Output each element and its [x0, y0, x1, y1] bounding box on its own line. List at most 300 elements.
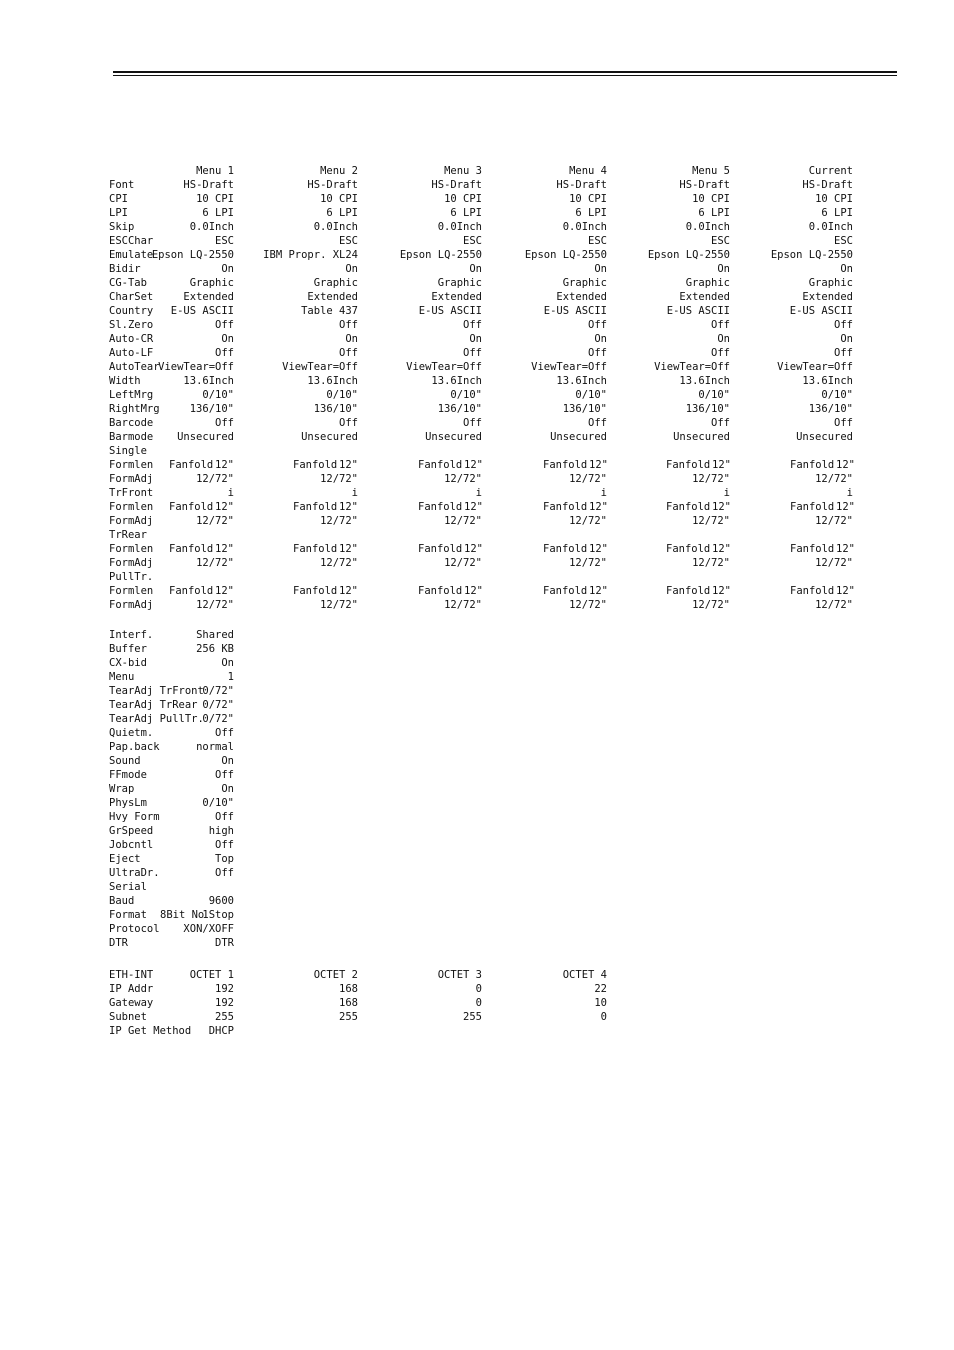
- setting-value: On: [469, 333, 482, 345]
- octet-value: DHCP: [208, 1025, 234, 1037]
- fanfold-text: Fanfold: [666, 501, 711, 513]
- setting-label: Font: [109, 179, 135, 191]
- setting-value: Shared: [196, 629, 234, 641]
- setting-value: 0/72": [202, 713, 234, 725]
- setting-label: Baud: [109, 895, 135, 907]
- setting-value: 13.6Inch: [802, 375, 853, 387]
- setting-value: 0/10": [202, 389, 234, 401]
- system-row: [0, 810, 954, 824]
- ethernet-row: [0, 982, 954, 996]
- setting-value: 13.6Inch: [183, 375, 234, 387]
- setting-value: Epson LQ-2550: [524, 249, 607, 261]
- octet-value: 255: [463, 1011, 482, 1023]
- setting-value: Off: [834, 347, 853, 359]
- setting-value: 6 LPI: [202, 207, 234, 219]
- fanfold-text: Fanfold: [418, 585, 463, 597]
- octet-value: OCTET 4: [562, 969, 607, 981]
- setting-value: ESC: [588, 235, 607, 247]
- setting-value: Off: [834, 319, 853, 331]
- system-row: [0, 740, 954, 754]
- octet-value: 255: [215, 1011, 234, 1023]
- setting-label: ESCChar: [109, 235, 154, 247]
- setting-label: TearAdj TrRear: [109, 699, 198, 711]
- form-length: 12": [464, 543, 483, 555]
- setting-value: On: [840, 333, 853, 345]
- setting-value: Graphic: [685, 277, 730, 289]
- setting-value: E-US ASCII: [789, 305, 853, 317]
- setting-label: CX-bid: [109, 657, 147, 669]
- setting-value: 13.6Inch: [431, 375, 482, 387]
- setting-label: Gateway: [109, 997, 154, 1009]
- fanfold-text: Fanfold: [543, 459, 588, 471]
- setting-value: 0.0Inch: [562, 221, 607, 233]
- fanfold-text: Fanfold: [169, 459, 214, 471]
- setting-value: On: [221, 263, 234, 275]
- setting-label: CPI: [109, 193, 128, 205]
- setting-value: ESC: [711, 235, 730, 247]
- setting-label: CharSet: [109, 291, 154, 303]
- fanfold-text: Fanfold: [543, 501, 588, 513]
- setting-label: Pap.back: [109, 741, 160, 753]
- octet-value: OCTET 1: [189, 969, 234, 981]
- setting-label: FormAdj: [109, 515, 154, 527]
- setting-label: Subnet: [109, 1011, 147, 1023]
- setting-value: XON/XOFF: [183, 923, 234, 935]
- setting-value: Graphic: [808, 277, 853, 289]
- paper-row: [0, 542, 954, 556]
- setting-value: 12/72": [569, 557, 607, 569]
- form-length: 12": [589, 459, 608, 471]
- setting-row: [0, 290, 954, 304]
- setting-value: Off: [215, 867, 234, 879]
- setting-label: Buffer: [109, 643, 147, 655]
- setting-value: Off: [215, 769, 234, 781]
- section-label: TrRear: [109, 529, 147, 541]
- setting-label: Skip: [109, 221, 135, 233]
- form-length: 12": [712, 543, 731, 555]
- ethernet-row: [0, 1010, 954, 1024]
- setting-value: i: [475, 487, 482, 499]
- setting-value: 0.0Inch: [189, 221, 234, 233]
- setting-value: 6 LPI: [575, 207, 607, 219]
- setting-label: Serial: [109, 881, 147, 893]
- setting-label: Barcode: [109, 417, 154, 429]
- setting-value: Epson LQ-2550: [151, 249, 234, 261]
- form-length: 12": [339, 501, 358, 513]
- fanfold-text: Fanfold: [543, 585, 588, 597]
- setting-row: [0, 346, 954, 360]
- fanfold-text: Fanfold: [293, 543, 338, 555]
- setting-value: 12/72": [692, 473, 730, 485]
- setting-label: Formlen: [109, 543, 154, 555]
- form-length: 12": [836, 459, 855, 471]
- setting-value: 12/72": [444, 515, 482, 527]
- setting-value: 12/72": [444, 557, 482, 569]
- setting-label: Protocol: [109, 923, 160, 935]
- octet-value: OCTET 2: [313, 969, 358, 981]
- setting-value: 12/72": [320, 599, 358, 611]
- setting-value: 0/72": [202, 699, 234, 711]
- setting-label: CG-Tab: [109, 277, 147, 289]
- fanfold-text: Fanfold: [169, 501, 214, 513]
- setting-value: ESC: [834, 235, 853, 247]
- setting-value: ESC: [215, 235, 234, 247]
- setting-row: [0, 178, 954, 192]
- system-row: [0, 726, 954, 740]
- setting-value: i: [227, 487, 234, 499]
- fanfold-text: Fanfold: [293, 585, 338, 597]
- setting-value: Extended: [802, 291, 853, 303]
- form-length: 12": [712, 585, 731, 597]
- setting-row: [0, 360, 954, 374]
- setting-label: Menu: [109, 671, 135, 683]
- ethernet-row: [0, 1024, 954, 1038]
- setting-value: 12/72": [320, 473, 358, 485]
- setting-value: HS-Draft: [556, 179, 607, 191]
- setting-value: Off: [588, 347, 607, 359]
- paper-row: [0, 556, 954, 570]
- setting-value: Off: [463, 319, 482, 331]
- setting-value: 6 LPI: [698, 207, 730, 219]
- setting-value: 256 KB: [196, 643, 234, 655]
- setting-value: On: [221, 333, 234, 345]
- octet-value: OCTET 3: [437, 969, 482, 981]
- paper-row: [0, 584, 954, 598]
- setting-value: On: [221, 657, 234, 669]
- system-row: [0, 754, 954, 768]
- setting-value: Epson LQ-2550: [399, 249, 482, 261]
- setting-value: On: [594, 263, 607, 275]
- setting-row: [0, 304, 954, 318]
- setting-value: 12/72": [569, 599, 607, 611]
- setting-label: Formlen: [109, 585, 154, 597]
- setting-value: 6 LPI: [326, 207, 358, 219]
- fanfold-text: Fanfold: [790, 543, 835, 555]
- setting-label: Width: [109, 375, 141, 387]
- setting-value: 6 LPI: [450, 207, 482, 219]
- setting-value: 10 CPI: [196, 193, 234, 205]
- fanfold-text: Fanfold: [418, 459, 463, 471]
- menu-header: Current: [808, 165, 853, 177]
- setting-value: ESC: [463, 235, 482, 247]
- setting-value: 12/72": [320, 557, 358, 569]
- setting-label: Wrap: [109, 783, 135, 795]
- menu-header: Menu 4: [569, 165, 607, 177]
- system-row: [0, 852, 954, 866]
- system-row: [0, 782, 954, 796]
- setting-row: [0, 430, 954, 444]
- system-row: [0, 824, 954, 838]
- setting-value: 12/72": [692, 557, 730, 569]
- setting-value: Extended: [679, 291, 730, 303]
- setting-label: Hvy Form: [109, 811, 160, 823]
- setting-value: Unsecured: [177, 431, 234, 443]
- form-length: 12": [712, 459, 731, 471]
- setting-value: Off: [834, 417, 853, 429]
- setting-label: TearAdj PullTr.: [109, 713, 204, 725]
- setting-value: 13.6Inch: [679, 375, 730, 387]
- fanfold-text: Fanfold: [543, 543, 588, 555]
- setting-label: UltraDr.: [109, 867, 160, 879]
- setting-label: IP Addr: [109, 983, 154, 995]
- setting-row: [0, 248, 954, 262]
- setting-row: [0, 192, 954, 206]
- ethernet-row: [0, 968, 954, 982]
- setting-row: [0, 318, 954, 332]
- setting-value: 12/72": [196, 557, 234, 569]
- system-row: [0, 656, 954, 670]
- setting-label: TearAdj TrFront: [109, 685, 204, 697]
- paper-row: [0, 528, 954, 542]
- setting-value: Graphic: [313, 277, 358, 289]
- setting-value: On: [840, 263, 853, 275]
- setting-value: ViewTear=Off: [282, 361, 358, 373]
- setting-value: 136/10": [685, 403, 730, 415]
- setting-label: GrSpeed: [109, 825, 154, 837]
- system-row: [0, 894, 954, 908]
- setting-value: Extended: [556, 291, 607, 303]
- paper-row: [0, 570, 954, 584]
- setting-value: Off: [215, 811, 234, 823]
- setting-label: AutoTear: [109, 361, 160, 373]
- setting-value: Unsecured: [550, 431, 607, 443]
- setting-value: 12/72": [569, 515, 607, 527]
- paper-row: [0, 486, 954, 500]
- setting-value: 10 CPI: [444, 193, 482, 205]
- setting-label: Eject: [109, 853, 141, 865]
- setting-value: Top: [215, 853, 234, 865]
- form-length: 12": [589, 543, 608, 555]
- fanfold-text: Fanfold: [790, 501, 835, 513]
- form-length: 12": [712, 501, 731, 513]
- setting-row: [0, 388, 954, 402]
- setting-value: On: [594, 333, 607, 345]
- setting-value: 12/72": [196, 473, 234, 485]
- setting-label: Sl.Zero: [109, 319, 154, 331]
- setting-value: 12/72": [444, 599, 482, 611]
- setting-value: 10 CPI: [569, 193, 607, 205]
- setting-value: HS-Draft: [802, 179, 853, 191]
- setting-value: Extended: [431, 291, 482, 303]
- setting-value: 0.0Inch: [437, 221, 482, 233]
- setting-value: Off: [711, 319, 730, 331]
- setting-value: 0/10": [450, 389, 482, 401]
- setting-value: ViewTear=Off: [406, 361, 482, 373]
- fanfold-text: Fanfold: [418, 543, 463, 555]
- system-row: [0, 838, 954, 852]
- setting-value: Epson LQ-2550: [647, 249, 730, 261]
- fanfold-text: Fanfold: [169, 585, 214, 597]
- setting-label: LeftMrg: [109, 389, 154, 401]
- system-row: [0, 908, 954, 922]
- ethernet-row: [0, 996, 954, 1010]
- paper-row: [0, 514, 954, 528]
- system-row: [0, 880, 954, 894]
- fanfold-text: Fanfold: [666, 543, 711, 555]
- setting-label: Emulate: [109, 249, 154, 261]
- setting-label: PhysLm: [109, 797, 147, 809]
- setting-value: HS-Draft: [431, 179, 482, 191]
- format-bits: 8Bit No: [160, 909, 205, 921]
- section-label: Single: [109, 445, 147, 457]
- menu-header-row: [0, 164, 954, 178]
- setting-label: Jobcntl: [109, 839, 154, 851]
- menu-header: Menu 1: [196, 165, 234, 177]
- form-length: 12": [464, 459, 483, 471]
- setting-value: 0/10": [326, 389, 358, 401]
- section-label: PullTr.: [109, 571, 154, 583]
- setting-value: Unsecured: [673, 431, 730, 443]
- setting-row: [0, 206, 954, 220]
- setting-value: 0/10": [575, 389, 607, 401]
- setting-value: 12/72": [320, 515, 358, 527]
- setting-value: 13.6Inch: [307, 375, 358, 387]
- setting-label: Formlen: [109, 501, 154, 513]
- setting-value: 0/10": [202, 797, 234, 809]
- octet-value: 192: [215, 983, 234, 995]
- form-length: 12": [215, 585, 234, 597]
- setting-value: 13.6Inch: [556, 375, 607, 387]
- form-length: 12": [589, 585, 608, 597]
- setting-value: Off: [588, 417, 607, 429]
- octet-value: 10: [594, 997, 607, 1009]
- setting-label: Interf.: [109, 629, 154, 641]
- octet-value: 0: [600, 1011, 607, 1023]
- system-row: [0, 768, 954, 782]
- system-row: [0, 642, 954, 656]
- setting-label: ETH-INT: [109, 969, 154, 981]
- setting-value: E-US ASCII: [666, 305, 730, 317]
- paper-row: [0, 500, 954, 514]
- setting-label: IP Get Method: [109, 1025, 192, 1037]
- setting-value: i: [846, 487, 853, 499]
- form-length: 12": [836, 585, 855, 597]
- setting-row: [0, 220, 954, 234]
- octet-value: 0: [475, 997, 482, 1009]
- setting-label: Country: [109, 305, 154, 317]
- setting-value: Unsecured: [425, 431, 482, 443]
- setting-row: [0, 374, 954, 388]
- setting-label: Formlen: [109, 459, 154, 471]
- form-length: 12": [215, 501, 234, 513]
- setting-label: Barmode: [109, 431, 154, 443]
- system-row: [0, 712, 954, 726]
- setting-value: 0/10": [821, 389, 853, 401]
- setting-value: 6 LPI: [821, 207, 853, 219]
- setting-row: [0, 262, 954, 276]
- setting-value: 12/72": [569, 473, 607, 485]
- setting-value: Extended: [307, 291, 358, 303]
- setting-row: [0, 276, 954, 290]
- setting-value: 10 CPI: [320, 193, 358, 205]
- setting-value: 10 CPI: [692, 193, 730, 205]
- setting-row: [0, 332, 954, 346]
- setting-value: Off: [588, 319, 607, 331]
- fanfold-text: Fanfold: [293, 501, 338, 513]
- setting-value: E-US ASCII: [418, 305, 482, 317]
- octet-value: 168: [339, 997, 358, 1009]
- setting-label: Auto-CR: [109, 333, 154, 345]
- fanfold-text: Fanfold: [790, 585, 835, 597]
- system-row: [0, 936, 954, 950]
- setting-value: 12/72": [692, 599, 730, 611]
- setting-value: 0.0Inch: [685, 221, 730, 233]
- setting-value: 0.0Inch: [808, 221, 853, 233]
- setting-value: 12/72": [815, 557, 853, 569]
- setting-label: RightMrg: [109, 403, 160, 415]
- setting-value: ViewTear=Off: [531, 361, 607, 373]
- setting-value: On: [221, 783, 234, 795]
- system-row: [0, 922, 954, 936]
- setting-value: On: [717, 333, 730, 345]
- setting-value: HS-Draft: [183, 179, 234, 191]
- setting-value: 12/72": [196, 515, 234, 527]
- setting-value: 12/72": [815, 599, 853, 611]
- setting-value: Off: [215, 319, 234, 331]
- paper-row: [0, 598, 954, 612]
- setting-label: Sound: [109, 755, 141, 767]
- setting-value: Graphic: [562, 277, 607, 289]
- form-length: 12": [339, 585, 358, 597]
- setting-label: DTR: [109, 937, 128, 949]
- setting-value: i: [723, 487, 730, 499]
- form-length: 12": [339, 459, 358, 471]
- fanfold-text: Fanfold: [666, 459, 711, 471]
- setting-value: 1: [227, 671, 234, 683]
- setting-value: Table 437: [301, 305, 358, 317]
- setting-label: FormAdj: [109, 557, 154, 569]
- form-length: 12": [339, 543, 358, 555]
- octet-value: 255: [339, 1011, 358, 1023]
- setting-value: E-US ASCII: [170, 305, 234, 317]
- setting-label: FormAdj: [109, 599, 154, 611]
- menu-header: Menu 2: [320, 165, 358, 177]
- setting-value: E-US ASCII: [543, 305, 607, 317]
- setting-value: ViewTear=Off: [654, 361, 730, 373]
- setting-value: Unsecured: [796, 431, 853, 443]
- paper-row: [0, 472, 954, 486]
- setting-value: 136/10": [808, 403, 853, 415]
- setting-label: FormAdj: [109, 473, 154, 485]
- menu-header: Menu 5: [692, 165, 730, 177]
- setting-value: Off: [463, 417, 482, 429]
- form-length: 12": [589, 501, 608, 513]
- setting-value: 136/10": [189, 403, 234, 415]
- setting-label: Quietm.: [109, 727, 154, 739]
- setting-value: Off: [215, 839, 234, 851]
- setting-label: FFmode: [109, 769, 147, 781]
- setting-label: TrFront: [109, 487, 154, 499]
- setting-value: Off: [339, 319, 358, 331]
- setting-value: 0/10": [698, 389, 730, 401]
- setting-value: Off: [215, 347, 234, 359]
- setting-value: 1Stop: [202, 909, 234, 921]
- setting-value: IBM Propr. XL24: [263, 249, 358, 261]
- setting-value: 10 CPI: [815, 193, 853, 205]
- setting-label: LPI: [109, 207, 128, 219]
- setting-value: i: [600, 487, 607, 499]
- setting-label: Format: [109, 909, 147, 921]
- setting-value: On: [345, 263, 358, 275]
- form-length: 12": [836, 501, 855, 513]
- setting-value: 136/10": [313, 403, 358, 415]
- setting-value: Graphic: [437, 277, 482, 289]
- setting-value: 12/72": [444, 473, 482, 485]
- setting-value: 0/72": [202, 685, 234, 697]
- setting-value: Off: [215, 417, 234, 429]
- setting-value: i: [351, 487, 358, 499]
- setting-value: Extended: [183, 291, 234, 303]
